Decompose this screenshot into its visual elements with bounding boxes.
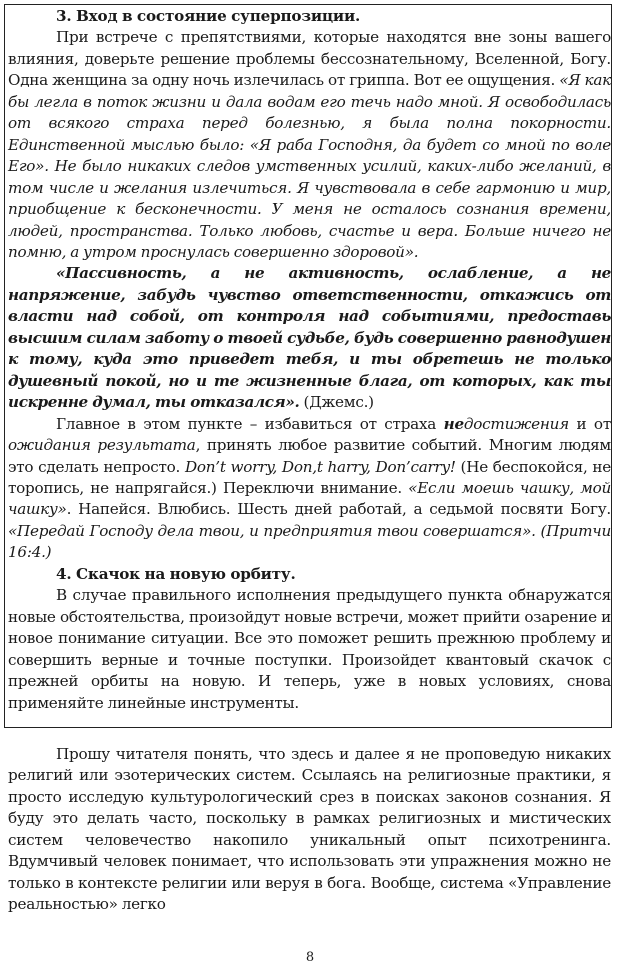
italic-quote: «Если моешь чашку, мой чашку» <box>8 478 611 519</box>
quote-author: (Джемс.) <box>299 393 374 412</box>
section-3-paragraph-3 <box>8 414 611 564</box>
main-body-text <box>8 744 611 916</box>
section-3-heading: 3. Вход в состояние суперпозиции. <box>56 7 361 25</box>
paragraph-text: и от <box>568 414 611 433</box>
paragraph-text: При встрече с препятствиями, которые находятся вне зоны вашего влияния, доверьте решение проблемы бессознательному, Вселенной, Богу. Одна женщина за одну ночь излечилась от гриппа. Вот ее ощущения. <box>8 28 611 90</box>
italic-text: ожидания результата <box>8 436 196 455</box>
bold-emphasis: не <box>443 414 464 433</box>
section-4-heading: 4. Скачок на новую орбиту. <box>56 564 296 583</box>
body-paragraph-1: Прошу читателя понять, что здесь и далее я не проповедую никаких религий или эзотерических систем. Ссылаясь на религиозные практики, я просто исследую культурологический срез в поисках законов сознания. Я буду это делать часто, поскольку в рамках религиозных и мистических систем человечество накопило уникальный опыт психотренинга. Вдумчивый человек понимает, что использовать эти упражнения можно не только в контексте религии или веруя в бога. Вообще, система «Управление реальностью» легко <box>8 745 611 914</box>
section-3-paragraph-1 <box>8 27 611 263</box>
italic-text: достижения <box>463 414 569 433</box>
english-phrase: Don’t worry, Don,t harry, Don’carry! <box>184 457 456 476</box>
section-3-paragraph-2 <box>8 263 611 413</box>
paragraph-text: (Не беспокойся, не торопись, не напрягайся.) Переключи внимание. <box>8 457 612 497</box>
bold-quote: «Пассивность, а не активность, ослабление, а не напряжение, забудь чувство ответственности, откажись от власти над собой, от контроля над событиями, предоставь высшим силам заботу о твоей судьбе, будь совершенно равнодушен к тому, куда это приведет тебя, и ты обретешь не только душевный покой, но и те жизненные блага, от которых, как ты искренне думал, ты отказался». <box>8 264 611 412</box>
framed-content <box>8 6 611 714</box>
paragraph-text: . Напейся. Влюбись. Шесть дней работай, а седьмой посвяти Богу. <box>66 500 611 519</box>
scripture-quote: «Передай Господу дела твои, и предприятия твои совершатся». (Притчи 16:4.) <box>8 521 611 562</box>
page-number: 8 <box>305 950 315 965</box>
section-4-paragraph-1: В случае правильного исполнения предыдущего пункта обнаружатся новые обстоятельства, произойдут новые встречи, может прийти озарение и новое понимание ситуации. Все это поможет решить прежнюю проблему и совершить верные и точные поступки. Произойдет квантовый скачок с прежней орбиты на новую. И теперь, уже в новых условиях, снова применяйте линейные инструменты. <box>8 586 611 712</box>
quote-italic: «Я как бы легла в поток жизни и дала водам его течь надо мной. Я освободилась от всякого страха перед болезнью, я была полна покорности. Единственной мыслью было: «Я раба Господня, да будет со мной по воле Его». Не было никаких следов умственных усилий, каких-либо желаний, в том числе и желания излечиться. Я чувствовала в себе гармонию и мир, приобщение к бесконечности. У меня не осталось сознания времени, людей, пространства. Только любовь, счастье и вера. Больше ничего не помню, а утром проснулась совершенно здоровой». <box>8 71 611 261</box>
paragraph-text: Главное в этом пункте – избавиться от страха <box>56 414 444 433</box>
paragraph-text: , принять любое развитие событий. Многим людям это сделать непросто. <box>8 436 611 476</box>
